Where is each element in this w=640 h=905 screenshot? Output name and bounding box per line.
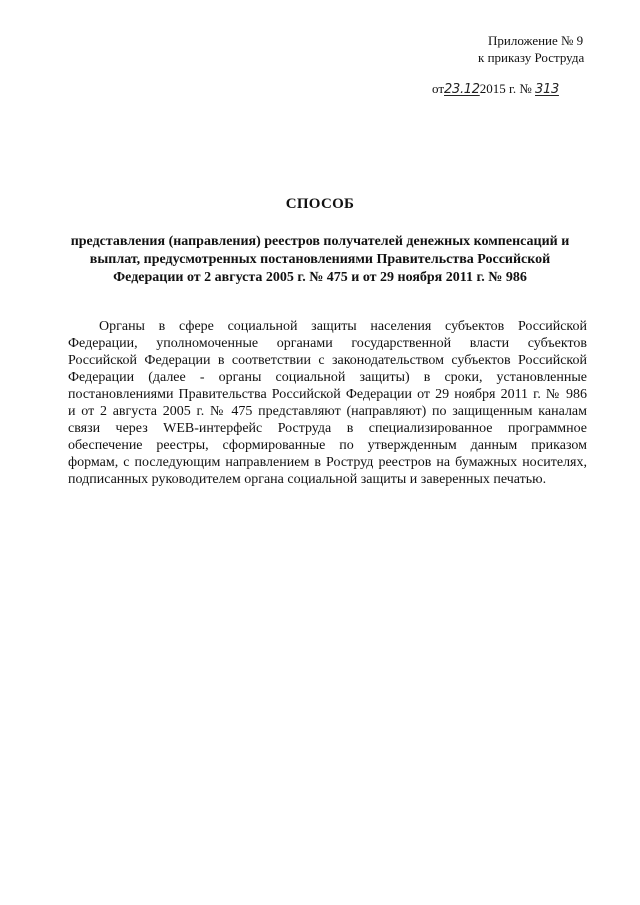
handwritten-order-number: 313 — [535, 82, 559, 97]
body-line: постановлениями Правительства Российской Федерации от 29 ноября 2011 г. № 986 — [68, 387, 587, 402]
body-line: и от 2 августа 2005 г. № 475 представляют (направляют) по защищенным каналам — [68, 404, 587, 419]
document-subtitle — [40, 233, 600, 287]
subtitle-line: Федерации от 2 августа 2005 г. № 475 и от 29 ноября 2011 г. № 986 — [113, 270, 527, 285]
body-line: подписанных руководителем органа социальной защиты и заверенных печатью. — [68, 472, 547, 487]
body-line: Органы в сфере социальной защиты населения субъектов Российской — [99, 319, 587, 334]
document-title: СПОСОБ — [285, 196, 355, 212]
subtitle-line: выплат, предусмотренных постановлениями Правительства Российской — [89, 252, 551, 267]
number-sign: № — [519, 81, 532, 96]
body-paragraph — [68, 318, 587, 488]
body-line: Федерации (далее - органы социальной защиты) в сроки, установленные — [68, 370, 587, 385]
subtitle-line: представления (направления) реестров получателей денежных компенсаций и — [70, 234, 570, 249]
body-line: формам, с последующим направлением в Роструд реестров на бумажных носителях, — [68, 455, 587, 470]
body-line: Федерации, уполномоченные органами государственной власти субъектов — [68, 336, 587, 351]
body-line: обеспечение реестры, сформированные по утвержденным данным приказом — [68, 438, 587, 453]
handwritten-date: 23.12 — [444, 82, 480, 97]
body-line: связи через WEB-интерфейс Роструда в специализированное программное — [68, 421, 587, 436]
appendix-order-ref: к приказу Роструда — [478, 50, 585, 65]
date-prefix: от — [432, 81, 445, 96]
appendix-number: Приложение № 9 — [488, 33, 584, 48]
body-line: Российской Федерации в соответствии с законодательством субъектов Российской — [68, 353, 587, 368]
order-dateline — [432, 80, 559, 98]
appendix-header — [478, 32, 584, 66]
date-year: 2015 г. — [479, 81, 517, 96]
